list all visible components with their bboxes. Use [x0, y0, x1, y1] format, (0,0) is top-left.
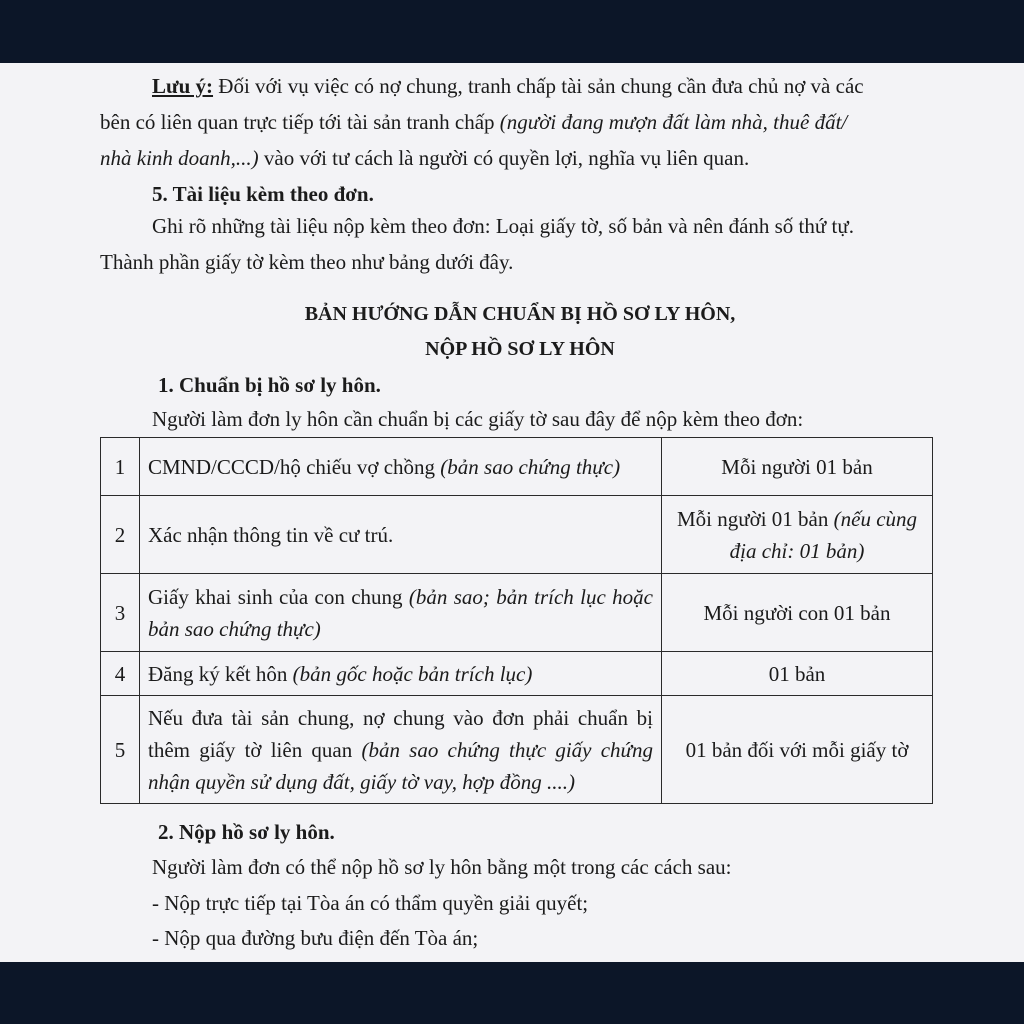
table-row [101, 574, 933, 652]
table-row [101, 438, 933, 496]
row-description: Đăng ký kết hôn (bản gốc hoặc bản trích lục) [140, 652, 662, 696]
note-italic-2: (người đang mượn đất làm nhà, thuê đất/ [499, 110, 848, 134]
section-5-line-1: Ghi rõ những tài liệu nộp kèm theo đơn: Loại giấy tờ, số bản và nên đánh số thứ tự. [152, 214, 854, 238]
section-5-heading: 5. Tài liệu kèm theo đơn. [152, 182, 374, 206]
guide-title-line-1: BẢN HƯỚNG DẪN CHUẨN BỊ HỒ SƠ LY HÔN, [304, 303, 736, 325]
note-text-1: Đối với vụ việc có nợ chung, tranh chấp tài sản chung cần đưa chủ nợ và các [213, 74, 864, 98]
row-quantity: Mỗi người 01 bản (nếu cùng địa chỉ: 01 bản) [662, 496, 933, 574]
row-number: 4 [101, 652, 140, 696]
guide-title-line-2: NỘP HỒ SƠ LY HÔN [425, 338, 615, 360]
note-italic-3: nhà kinh doanh,...) [100, 146, 259, 170]
table-row [101, 696, 933, 804]
submit-intro: Người làm đơn có thể nộp hồ sơ ly hôn bằng một trong các cách sau: [152, 855, 732, 879]
prepare-heading: 1. Chuẩn bị hồ sơ ly hôn. [158, 373, 381, 397]
row-quantity: 01 bản [662, 652, 933, 696]
row-number: 3 [101, 574, 140, 652]
row-description: Nếu đưa tài sản chung, nợ chung vào đơn phải chuẩn bị thêm giấy tờ liên quan (bản sao chứng thực giấy chứng nhận quyền sử dụng đất, giấy tờ vay, hợp đồng ....) [140, 696, 662, 804]
documents-table [100, 437, 933, 804]
note-text-3: vào với tư cách là người có quyền lợi, nghĩa vụ liên quan. [258, 146, 750, 170]
table-row [101, 496, 933, 574]
submit-bullet-2: - Nộp qua đường bưu điện đến Tòa án; [152, 926, 479, 950]
table-row [101, 652, 933, 696]
section-5-paragraph [100, 208, 940, 280]
row-description: Xác nhận thông tin về cư trú. [140, 496, 662, 574]
section-5-line-2: Thành phần giấy tờ kèm theo như bảng dưới đây. [100, 250, 514, 274]
prepare-intro: Người làm đơn ly hôn cần chuẩn bị các giấy tờ sau đây để nộp kèm theo đơn: [152, 407, 804, 431]
document-page [0, 63, 1024, 962]
row-quantity: Mỗi người con 01 bản [662, 574, 933, 652]
note-paragraph [100, 68, 940, 176]
row-description: CMND/CCCD/hộ chiếu vợ chồng (bản sao chứng thực) [140, 438, 662, 496]
row-number: 2 [101, 496, 140, 574]
row-number: 5 [101, 696, 140, 804]
row-quantity: Mỗi người 01 bản [662, 438, 933, 496]
submit-heading: 2. Nộp hồ sơ ly hôn. [158, 820, 335, 844]
row-number: 1 [101, 438, 140, 496]
row-description: Giấy khai sinh của con chung (bản sao; bản trích lục hoặc bản sao chứng thực) [140, 574, 662, 652]
row-quantity: 01 bản đối với mỗi giấy tờ [662, 696, 933, 804]
note-text-2: bên có liên quan trực tiếp tới tài sản tranh chấp [100, 110, 500, 134]
note-label: Lưu ý: [152, 74, 214, 98]
submit-bullet-1: - Nộp trực tiếp tại Tòa án có thẩm quyền giải quyết; [152, 891, 589, 915]
